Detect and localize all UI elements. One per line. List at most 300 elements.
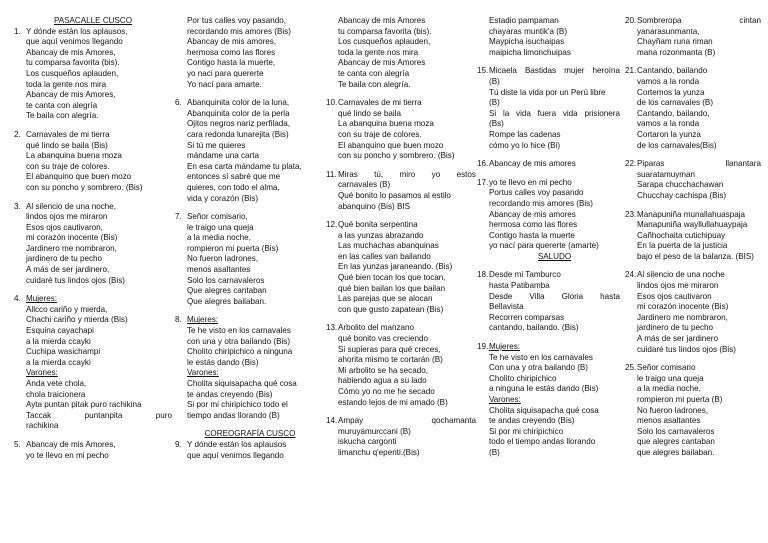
verse-word: mujer	[564, 66, 585, 76]
verse-label: Mujeres:	[489, 342, 521, 352]
verse-body	[338, 98, 476, 162]
verse-word: puntanpita	[84, 410, 123, 420]
verse-word: Ayta puntan pitak puro rachikina	[26, 400, 142, 410]
verse-number	[477, 16, 489, 58]
verse-item	[14, 130, 172, 194]
verse-line: a la media noche,	[187, 233, 251, 243]
verse-word: qochamanta	[431, 416, 476, 426]
verse-word: yo	[431, 169, 441, 179]
verse-line: te andas creyendo (Bis)	[187, 389, 273, 399]
column-3	[326, 16, 476, 467]
verse-line: (B)	[489, 98, 500, 108]
verse-word: hasta	[600, 291, 620, 301]
verse-item	[477, 159, 620, 170]
verse-body	[26, 130, 172, 194]
verse-line: rompieron mi puerta (B)	[637, 395, 723, 404]
verse-line: te canta con alegría	[26, 100, 98, 110]
verse-number: 15.	[477, 66, 489, 76]
verse-item	[175, 212, 325, 307]
verse-line: Con una y otra bailando (B)	[489, 363, 588, 373]
section-heading: COREOGRAFÍA CUSCO	[204, 429, 296, 439]
verse-line: con su poncho y sombrero. (Bis)	[26, 182, 143, 192]
verse-word: puro	[155, 410, 172, 420]
verse-line: A más de ser jardinero	[637, 334, 718, 344]
verse-line: Yo nací para amarte.	[187, 79, 262, 89]
verse-word: Desde	[489, 291, 513, 301]
verse-line: Carnavales de mi tierra	[338, 98, 422, 108]
verse-line: Por tus calles voy pasando,	[187, 16, 286, 25]
verse-line: Cholito chiripichico	[489, 373, 557, 383]
verse-number: 25.	[625, 363, 637, 373]
verse-line: Qué bien tocan los que tocan,	[338, 273, 446, 283]
verse-line: cantando, bailando. (Bis)	[489, 323, 579, 333]
verse-number: 22.	[625, 159, 637, 169]
verse-body	[637, 16, 761, 58]
verse-line: Señor comisario,	[187, 212, 248, 222]
verse-line: con su traje de colores.	[338, 129, 422, 139]
column-4	[477, 16, 620, 467]
verse-line: Cholita siquisapacha qué cosa	[187, 379, 297, 388]
verse-item	[326, 323, 476, 408]
verse-line: jardinero de tu pecho	[26, 254, 103, 264]
verse-line	[637, 159, 761, 170]
verse-body	[489, 178, 620, 263]
verse-line: vida y corazón (Bis)	[187, 193, 259, 203]
verse-line: te canta con alegría	[338, 68, 410, 78]
verse-item	[625, 210, 761, 263]
verse-line: Si por mi chiripichico todo el	[187, 400, 288, 410]
verse-line: todo el tiempo andas llorando	[489, 437, 596, 447]
verse-line: abanquino (Bis) BIS	[338, 201, 410, 211]
verse-word: tú,	[374, 169, 384, 179]
verse-line: hermosa como las flores	[187, 47, 276, 57]
verse-line: Esquina cayachapi	[26, 326, 94, 336]
verse-line: toda la gente nos mira	[26, 79, 107, 89]
verse-number: 9.	[175, 439, 182, 449]
verse-number: 3.	[14, 201, 21, 211]
verse-line: yo te llevo en mi pecho	[489, 177, 572, 187]
verse-line: Abancay de mis Amores,	[26, 47, 116, 57]
verse-number: 13.	[326, 323, 338, 333]
verse-line: No fueron ladrones,	[637, 405, 709, 415]
verse-label: Varones:	[26, 368, 58, 378]
verse-label: Mujeres:	[26, 294, 58, 304]
verse-item	[477, 342, 620, 459]
verse-line	[26, 411, 172, 422]
verse-item	[14, 294, 172, 432]
verse-line: Si tú me quieres	[187, 140, 246, 150]
verse-line: Abancay de mis amores	[489, 209, 576, 219]
verse-word: vida	[562, 108, 578, 118]
verse-line: Tú diste la vida por un Perú libre	[489, 87, 606, 97]
verse-line: cómo yo lo hice (Bi)	[489, 140, 561, 150]
verse-line: carnavales (B)	[338, 180, 391, 190]
verse-line: que alegres bailaban.	[637, 447, 715, 457]
verse-number: 12.	[326, 220, 338, 230]
verse-line: Solo los carnavaleros	[187, 275, 265, 285]
verse-line: hasta Patibamba	[489, 281, 550, 291]
verse-line: Los cusqueños aplauden,	[26, 68, 119, 78]
verse-item	[175, 440, 325, 461]
verse-number: 17.	[477, 177, 489, 187]
verse-line: Maypicha isuchaipas	[489, 37, 565, 47]
verse-line: El abanquino que buen mozo	[26, 172, 132, 182]
verse-line: recordando mis amores (Bis)	[489, 198, 593, 208]
verse-line: En la puerta de la justicia	[637, 241, 728, 251]
verse-line: (B)	[489, 447, 500, 457]
verse-body	[489, 16, 620, 58]
verse-word: Sombreropa	[637, 16, 682, 25]
verse-line: La abanquina buena moza	[26, 151, 122, 161]
verse-body	[489, 66, 620, 151]
verse-number: 14.	[326, 416, 338, 426]
verse-line: con una y otra bailando (Bis)	[187, 336, 291, 346]
verse-line: bajo el peso de la balanza. (BIS)	[637, 251, 754, 261]
verse-body	[187, 212, 325, 307]
verse-line: tu comparsa favorita (bis).	[338, 26, 432, 36]
verse-line: Solo los carnavaleros	[637, 426, 715, 436]
verse-line: recordando mis amores (Bis)	[187, 26, 291, 36]
verse-line	[489, 292, 620, 303]
verse-line: Cuchipa wasichampi	[26, 347, 101, 357]
verse-line: iskucha cargonti	[338, 437, 397, 447]
verse-line: Esos ojos cautivaron,	[26, 222, 103, 232]
verse-item	[326, 16, 476, 90]
verse-line: habiendo agua a su lado	[338, 376, 427, 386]
verse-line: toda la gente nos mira	[338, 47, 419, 57]
verse-line: con su poncho y sombrero. (Bis)	[338, 151, 455, 161]
section-heading: PASACALLE CUSCO	[53, 16, 133, 25]
verse-line: a las yunzas abrazando	[338, 230, 424, 240]
verse-line: vamos a la ronda	[637, 76, 700, 86]
verse-item	[326, 170, 476, 212]
verse-body	[26, 27, 172, 122]
verse-body	[489, 159, 620, 170]
verse-line: Si por mi chiripichico	[489, 426, 564, 436]
verse-item	[175, 315, 325, 421]
verse-word: Piparas	[637, 159, 665, 169]
verse-line: tiempo andas llorando (B)	[187, 410, 280, 420]
verse-word: Micaela	[489, 66, 517, 76]
column-1	[14, 16, 172, 469]
verse-word: fuera	[537, 108, 557, 118]
verse-line: lindos ojos me miraron	[637, 281, 719, 291]
verse-word: Miras	[338, 169, 358, 179]
verse-line: Cantando, bailando,	[637, 108, 710, 118]
verse-body	[489, 270, 620, 334]
verse-number: 2.	[14, 129, 21, 139]
verse-line: qué lindo se baila	[338, 108, 401, 118]
verse-line: qué lindo se baila (Bis)	[26, 140, 108, 150]
verse-line: rompieron mi puerta (Bis)	[187, 243, 279, 253]
verse-line: te andas creyendo (Bis)	[489, 416, 575, 426]
verse-line: de los carnavales (B)	[637, 98, 714, 108]
verse-line: Cortemos la yunza	[637, 87, 705, 97]
verse-number: 19.	[477, 342, 489, 352]
verse-line: Chucchay cachispa (Bis)	[637, 190, 727, 200]
verse-line: a la mierda ccayki	[26, 357, 91, 367]
verse-line: yo nací para quererte (amarte)	[489, 241, 599, 251]
verse-line: Al silencio de una noche,	[26, 201, 116, 211]
verse-line: La abanquina buena moza	[338, 119, 434, 129]
verse-line: Mi arbolito se ha secado,	[338, 365, 428, 375]
verse-item	[14, 202, 172, 287]
verse-item	[326, 220, 476, 315]
verse-item	[625, 16, 761, 58]
verse-word: miro	[399, 169, 416, 179]
verse-line: ahorita mismo te cortarán (B)	[338, 355, 443, 365]
verse-body	[187, 16, 325, 90]
verse-line: le traigo una queja	[187, 222, 254, 232]
verse-word: vida	[516, 108, 531, 118]
verse-line: Te he visto en los carnavales	[187, 326, 291, 336]
column-2	[175, 16, 325, 469]
verse-number: 21.	[625, 66, 637, 76]
verse-number: 8.	[175, 315, 182, 325]
verse-line: Sarapa chucchachawan	[637, 180, 724, 190]
verse-line: Desde mi Tamburco	[489, 270, 561, 280]
verse-line: rachikina	[26, 421, 59, 431]
verse-label: SALUDO	[537, 251, 572, 261]
verse-item	[625, 363, 761, 458]
verse-line: hermosa como las flores	[489, 220, 578, 230]
verse-number: 10.	[326, 98, 338, 108]
verse-line: Abancay de mis Amores,	[26, 90, 116, 100]
verse-line	[26, 400, 172, 411]
verse-body	[187, 315, 325, 421]
verse-line: chola traicionera	[26, 389, 86, 399]
verse-line: Abancay de mis Amores	[338, 58, 426, 68]
verse-number: 7.	[175, 212, 182, 222]
verse-line: Cholita siquisapacha qué cosa	[489, 405, 599, 415]
verse-line: a la mierda ccayki	[26, 336, 91, 346]
verse-line: Abancay de mis Amores,	[26, 439, 116, 449]
verse-word: Villa	[529, 291, 545, 301]
verse-line: Que alegres bailaban.	[187, 296, 267, 306]
verse-body	[637, 210, 761, 263]
verse-line: Al silencio de una noche	[637, 270, 725, 280]
verse-body	[637, 159, 761, 201]
verse-line: que alegres cantaban	[637, 437, 715, 447]
verse-line: Carnavales de mi tierra	[26, 129, 110, 139]
verse-line: cuidaré tus lindos ojos (Bis)	[637, 344, 736, 354]
verse-line: Estadio pampaman	[489, 16, 559, 25]
verse-line	[489, 66, 620, 77]
verse-word: Ampay	[338, 416, 364, 426]
verse-item	[326, 98, 476, 162]
verse-item	[14, 440, 172, 461]
verse-item	[625, 270, 761, 355]
verse-line: (B)	[489, 76, 500, 86]
verse-line: Abanquinita color de la luna,	[187, 98, 290, 108]
verse-line	[338, 170, 476, 181]
verse-line: Las muchachas abanquinas	[338, 241, 439, 251]
verse-line: Manapuniña munallahuaspaja	[637, 209, 745, 219]
verse-word: prisionera	[584, 108, 620, 118]
verse-line: Jardinero me nombraron,	[26, 243, 117, 253]
verse-line: chayaras muntik'a (B)	[489, 26, 568, 36]
verse-line: mana rozonmanta (B)	[637, 47, 716, 57]
column-5	[625, 16, 761, 467]
verse-line: Cholito chiripichico a ninguna	[187, 347, 293, 357]
verse-line: mi corazón inocente (Bis)	[26, 233, 118, 243]
verse-line: maipicha limonchuipas	[489, 47, 571, 57]
verse-line: cara redonda lunarejita (Bis)	[187, 129, 289, 139]
verse-word: cintan	[739, 16, 761, 25]
verse-number: 1.	[14, 26, 21, 36]
verse-line: Anda vete chola,	[26, 379, 87, 388]
verse-number	[326, 16, 338, 90]
verse-line: Contigo hasta la muerte,	[187, 58, 276, 68]
verse-label: Varones:	[489, 395, 521, 404]
verse-line: Qué bonito lo pasamos al estilo	[338, 190, 451, 200]
verse-line: Abancay de mis amores	[489, 159, 576, 169]
verse-line	[338, 416, 476, 427]
verse-line: Cantando, bailando	[637, 66, 708, 76]
verse-line: muruyamurccani (B)	[338, 426, 411, 436]
verse-line: yo naci para quererte	[187, 68, 264, 78]
verse-word: Bastidas	[525, 66, 557, 76]
verse-line: Manapuniña wayllullahuaypaja	[637, 220, 748, 230]
verse-line: que aquí venimos llegando	[187, 450, 284, 460]
verse-line: estando lejos de mi amado (B)	[338, 397, 448, 407]
verse-number: 18.	[477, 270, 489, 280]
verse-number: 20.	[625, 16, 637, 25]
verse-line: le traigo una queja	[637, 373, 704, 383]
verse-body	[187, 98, 325, 204]
verse-body	[338, 16, 476, 90]
verse-line: Esos ojos cautivaron	[637, 291, 712, 301]
verse-line: (Bs)	[489, 119, 504, 129]
verse-line: tu comparsa favorita (bis).	[26, 58, 120, 68]
verse-body	[489, 342, 620, 459]
verse-label: Varones:	[187, 368, 219, 378]
verse-line: Abancay de mis amores,	[187, 37, 277, 47]
verse-line: Te baila con alegría.	[338, 79, 411, 89]
verse-line: Chayñam runa riman	[637, 37, 713, 47]
verse-line	[489, 109, 620, 120]
verse-line: Te he visto en los carnavales	[489, 352, 593, 362]
verse-line: Portus calles voy pasando	[489, 188, 584, 198]
verse-line: Y dónde están los aplausos	[187, 439, 287, 449]
verse-item	[175, 16, 325, 90]
verse-line: Qué bonita serpentina	[338, 220, 418, 230]
verse-line: No fueron ladrones,	[187, 254, 259, 264]
verse-line: de los carnavales(Bis)	[637, 140, 717, 150]
verse-line: Allcco cariño y mierda,	[26, 304, 108, 314]
verse-line: Cortaron la yunza	[637, 129, 701, 139]
verse-line: a ninguna le estás dando (Bis)	[489, 384, 599, 394]
verse-item	[175, 98, 325, 204]
verse-item	[477, 16, 620, 58]
verse-line: quieres, con todo el alma,	[187, 182, 280, 192]
verse-line: Jardinero me nombraron,	[637, 312, 728, 322]
verse-line: vamos a la ronda	[637, 119, 700, 129]
verse-line: Arbolito del manzano	[338, 323, 415, 333]
verse-body	[26, 440, 172, 461]
verse-word: Si	[489, 108, 497, 118]
verse-line: Recorren comparsas	[489, 312, 565, 322]
verse-line: Las parejas que se alocan	[338, 294, 433, 304]
verse-number: 5.	[14, 439, 21, 449]
verse-body	[26, 294, 172, 432]
verse-line: En esa carta mándame tu plata,	[187, 161, 302, 171]
verse-line: cuidaré tus lindos ojos (Bis)	[26, 275, 125, 285]
verse-line: menos asaltantes	[187, 265, 251, 275]
verse-line: yanarasunmanta,	[637, 26, 700, 36]
verse-body	[338, 416, 476, 458]
verse-line: a la media noche,	[637, 384, 701, 394]
verse-line: Abanquinita color de la perla	[187, 108, 290, 118]
verse-line: En las yunzas jaraneando. (Bis)	[338, 262, 453, 272]
verse-body	[637, 66, 761, 151]
verse-line: menos asaltantes	[637, 416, 701, 426]
verse-line: Si supieras para qué creces,	[338, 344, 441, 354]
verse-line: Cómo yo no me he secado	[338, 387, 435, 396]
verse-number: 16.	[477, 159, 489, 169]
verse-item	[625, 66, 761, 151]
verse-number: 11.	[326, 169, 337, 179]
verse-line: Señor comisario	[637, 363, 696, 373]
verse-line: mi corazón inocente (Bis)	[637, 302, 729, 312]
verse-number: 4.	[14, 294, 21, 304]
verse-line: qué bonito vas creciendo	[338, 334, 428, 344]
verse-line: entonces sí sabré que me	[187, 172, 281, 182]
verse-body	[187, 440, 325, 461]
verse-number	[175, 16, 187, 90]
verse-body	[338, 220, 476, 315]
verse-line: Te baila con alegría.	[26, 111, 99, 121]
verse-body	[338, 170, 476, 212]
verse-line: Ojitos negros nariz perfilada,	[187, 119, 291, 129]
verse-line: lindos ojos me miraron	[26, 212, 108, 222]
verse-line: El abanquino que buen mozo	[338, 140, 444, 150]
verse-word: Gloria	[561, 291, 584, 301]
verse-number: 23.	[625, 209, 637, 219]
verse-line: Que alegres cantaban	[187, 286, 267, 296]
verse-line: limanchu q'epenti.(Bis)	[338, 447, 420, 457]
verse-line: con que gusto zapatean (Bis)	[338, 304, 444, 314]
verse-line: Contigo hasta la muerte	[489, 230, 575, 240]
verse-item	[625, 159, 761, 201]
verse-line: jardinero de tu pecho	[637, 323, 714, 333]
verse-line: Chachi cariño y mierda (Bis)	[26, 315, 128, 325]
verse-line: A más de ser jardinero,	[26, 265, 110, 275]
verse-word: llanantara	[725, 159, 761, 169]
verse-word: la	[502, 108, 510, 118]
verse-body	[637, 363, 761, 458]
verse-item	[477, 270, 620, 334]
verse-line: Bellavista	[489, 302, 524, 312]
verse-number: 6.	[175, 98, 182, 108]
verse-body	[338, 323, 476, 408]
verse-number: 24.	[625, 270, 637, 280]
verse-word: estos	[456, 169, 476, 179]
verse-item	[14, 27, 172, 122]
verse-line: suaratamuyman	[637, 169, 696, 179]
verse-line: Rompe las cadenas	[489, 129, 561, 139]
verse-item	[477, 178, 620, 263]
verse-item	[326, 416, 476, 458]
verse-line: con su traje de colores.	[26, 161, 110, 171]
verse-line: qué bien bailan los que bailan	[338, 283, 446, 293]
verse-label: Mujeres:	[187, 315, 219, 325]
verse-line: en las calles van bailando	[338, 251, 431, 261]
verse-line: Abancay de mis Amores	[338, 16, 426, 25]
verse-line: Y dónde están los aplausos,	[26, 26, 128, 36]
verse-line: mándame una carta	[187, 151, 259, 161]
verse-body	[637, 270, 761, 355]
